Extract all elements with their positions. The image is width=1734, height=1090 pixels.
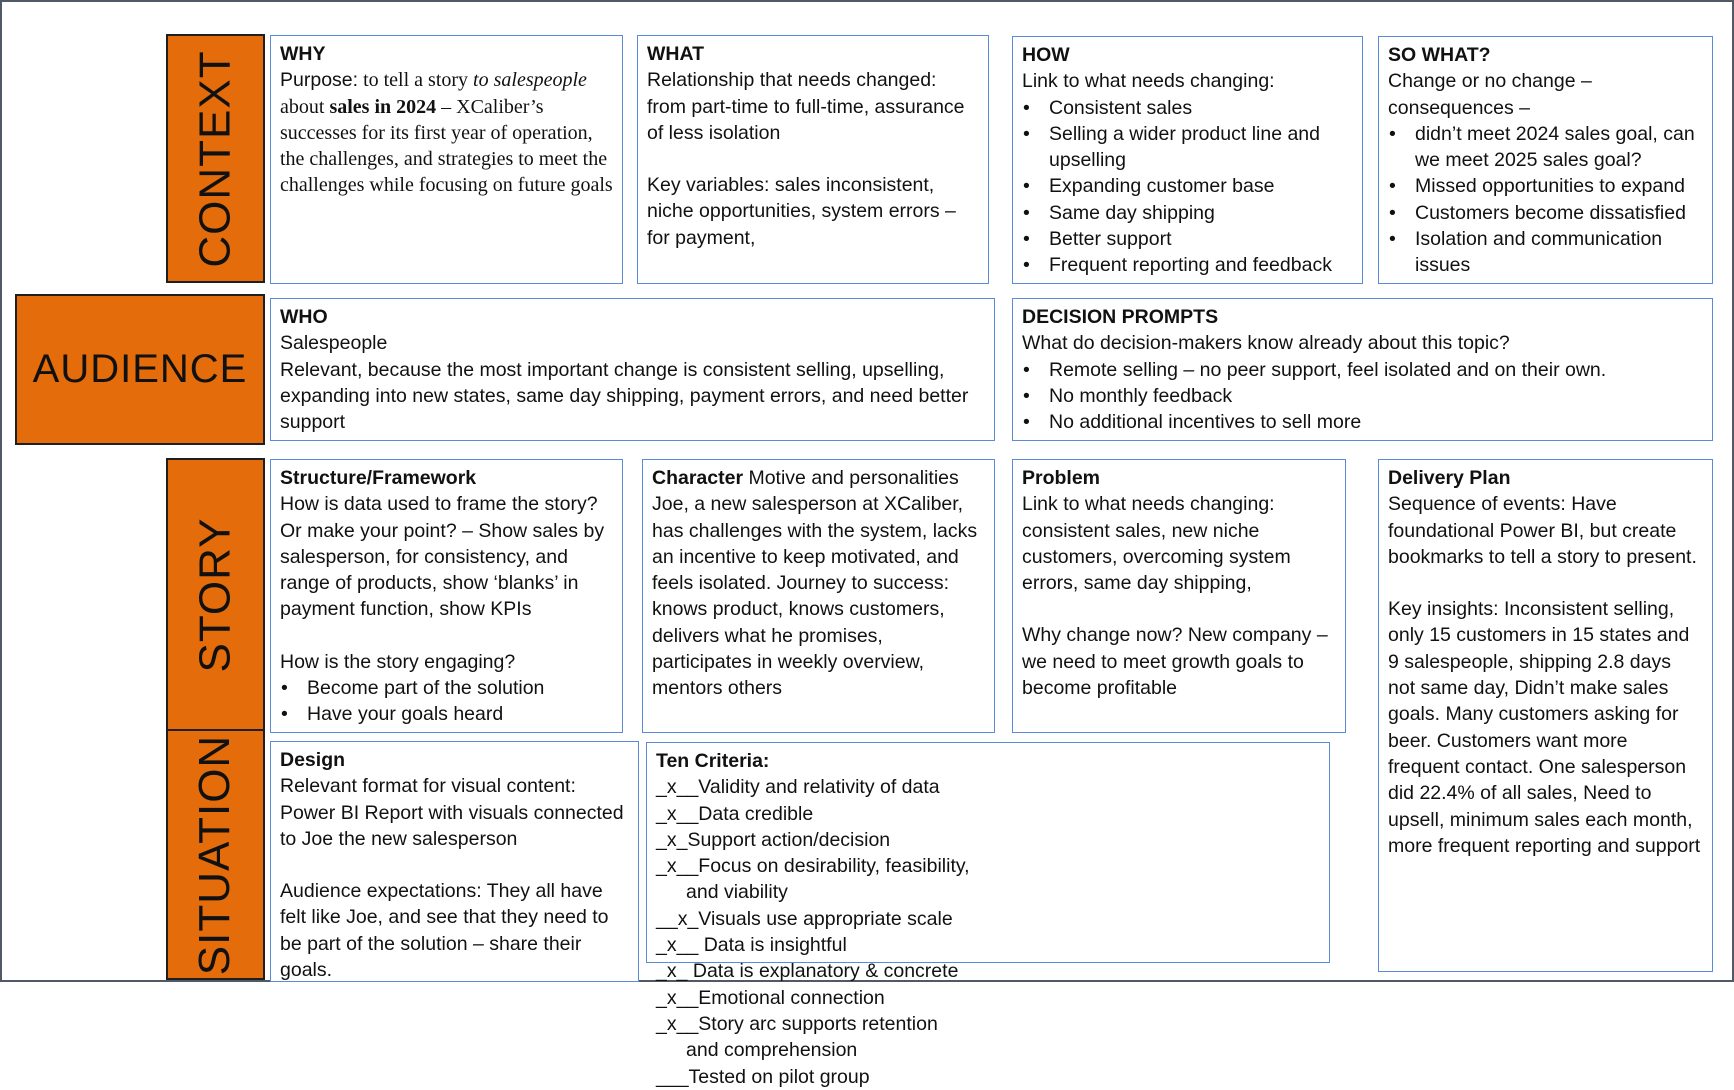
- who-line2: Relevant, because the most important change is consistent selling, upselling, expanding into new states, same day shipping, payment errors, and need better support: [280, 358, 969, 434]
- criteria-item: _x__Emotional connection: [656, 986, 885, 1009]
- criteria-item: _x__Data credible: [656, 802, 814, 825]
- list-item: • Consistent sales: [1022, 95, 1353, 121]
- how-title: HOW: [1022, 44, 1070, 66]
- story-band: [166, 458, 265, 731]
- delivery-line2: Key insights: Inconsistent selling, only 15 customers in 15 states and 9 salespeople, shipping 2.8 days not same day, Didn’t make sales goals. Many customers asking for beer. Customers want more frequent contact. One salesperson did 22.4% of all sales, Need to upsell, minimum sales each month, more frequent reporting and support: [1388, 598, 1701, 857]
- so-what-box: [1378, 36, 1713, 284]
- design-title: Design: [280, 749, 346, 771]
- criteria-item: __x_Visuals use appropriate scale: [656, 907, 953, 930]
- situation-label: SITUATION: [190, 734, 240, 975]
- design-line2: Audience expectations: They all have felt like Joe, and see that they need to be part of the solution – share their goals.: [280, 880, 609, 982]
- story-label: STORY: [190, 517, 240, 672]
- list-item: • No additional incentives to sell more: [1022, 409, 1703, 435]
- criteria-item: _x__Story arc supports retention: [656, 1012, 938, 1035]
- list-item: • No monthly feedback: [1022, 383, 1703, 409]
- structure-line2: How is the story engaging?: [280, 650, 516, 673]
- list-item: • Missed opportunities to expand: [1388, 173, 1703, 199]
- why-title: WHY: [280, 43, 326, 65]
- decision-prompts-box: [1012, 298, 1713, 441]
- what-line2: Key variables: sales inconsistent, niche opportunities, system errors – for payment,: [647, 174, 956, 249]
- list-item: • Frequent reporting and feedback: [1022, 252, 1353, 278]
- design-line1: Relevant format for visual content: Power BI Report with visuals connected to Joe the new salesperson: [280, 775, 624, 850]
- audience-band: [15, 294, 265, 445]
- character-text: Character Motive and personalities Joe, a new salesperson at XCaliber, has challenges with the system, lacks an incentive to keep motivated, and feels isolated. Journey to success: knows product, knows customers, delivers what he promises, participates in weekly overview, mentors others: [652, 467, 978, 700]
- character-box: [642, 459, 995, 733]
- list-item: • Same day shipping: [1022, 200, 1353, 226]
- what-box: [637, 35, 989, 284]
- criteria-title: Ten Criteria:: [656, 750, 770, 772]
- criteria-item: _x__ Data is insightful: [656, 934, 847, 957]
- who-title: WHO: [280, 306, 328, 328]
- list-item: • didn’t meet 2024 sales goal, can we meet 2025 sales goal?: [1388, 121, 1703, 174]
- delivery-line1: Sequence of events: Have foundational Power BI, but create bookmarks to tell a story to present.: [1388, 493, 1697, 568]
- how-box: [1012, 36, 1363, 284]
- design-box: [270, 741, 639, 982]
- delivery-title: Delivery Plan: [1388, 467, 1511, 489]
- criteria-item: _x_ Data is explanatory & concrete: [656, 960, 959, 983]
- problem-title: Problem: [1022, 467, 1101, 489]
- criteria-item: _x__Validity and relativity of data: [656, 776, 940, 799]
- list-item: • Better support: [1022, 226, 1353, 252]
- context-band: [166, 34, 265, 283]
- so-what-list: [1388, 121, 1703, 279]
- criteria-item: _x__Focus on desirability, feasibility,: [656, 855, 970, 878]
- ten-criteria-box: [646, 742, 1330, 1088]
- context-label: CONTEXT: [190, 49, 240, 268]
- criteria-item: and comprehension: [686, 1039, 858, 1062]
- audience-label: AUDIENCE: [32, 347, 248, 391]
- situation-band: [166, 729, 265, 980]
- how-intro: Link to what needs changing:: [1022, 70, 1275, 93]
- decision-intro: What do decision-makers know already about this topic?: [1022, 332, 1510, 355]
- criteria-item: ___Tested on pilot group: [656, 1065, 870, 1088]
- structure-line1: How is data used to frame the story? Or make your point? – Show sales by salesperson, for consistency, and range of products, show ‘blanks’ in payment function, show KPIs: [280, 493, 605, 621]
- criteria-item: _x_Support action/decision: [656, 828, 891, 851]
- what-title: WHAT: [647, 43, 705, 65]
- so-what-title: SO WHAT?: [1388, 44, 1491, 66]
- problem-line2: Why change now? New company – we need to meet growth goals to become profitable: [1022, 624, 1328, 700]
- list-item: • Selling a wider product line and upselling: [1022, 121, 1353, 174]
- list-item: • Have your goals heard: [280, 701, 613, 727]
- list-item: • Isolation and communication issues: [1388, 226, 1703, 279]
- list-item: • Expanding customer base: [1022, 173, 1353, 199]
- structure-title: Structure/Framework: [280, 467, 477, 489]
- list-item: • Remote selling – no peer support, feel isolated and on their own.: [1022, 357, 1703, 383]
- problem-box: [1012, 459, 1346, 733]
- what-line1: Relationship that needs changed: from part-time to full-time, assurance of less isolation: [647, 69, 965, 144]
- who-line1: Salespeople: [280, 332, 388, 355]
- problem-line1: Link to what needs changing: consistent sales, new niche customers, overcoming system errors, same day shipping,: [1022, 493, 1291, 595]
- criteria-right-column: [656, 932, 1320, 1090]
- structure-box: [270, 459, 623, 733]
- decision-title: DECISION PROMPTS: [1022, 306, 1219, 328]
- delivery-plan-box: [1378, 459, 1713, 972]
- structure-list: [280, 675, 613, 728]
- how-list: [1022, 95, 1353, 279]
- criteria-item: and viability: [686, 881, 788, 904]
- so-what-intro: Change or no change – consequences –: [1388, 70, 1592, 119]
- why-box: [270, 35, 623, 284]
- decision-list: [1022, 357, 1703, 436]
- why-purpose: Purpose: to tell a story to salespeople about sales in 2024 – XCaliber’s successes for its first year of operation, the challenges, and strategies to meet the challenges while focusing on future goals: [280, 69, 613, 197]
- list-item: • Customers become dissatisfied: [1388, 200, 1703, 226]
- criteria-left-column: [656, 774, 1320, 932]
- list-item: • Become part of the solution: [280, 675, 613, 701]
- who-box: [270, 298, 995, 441]
